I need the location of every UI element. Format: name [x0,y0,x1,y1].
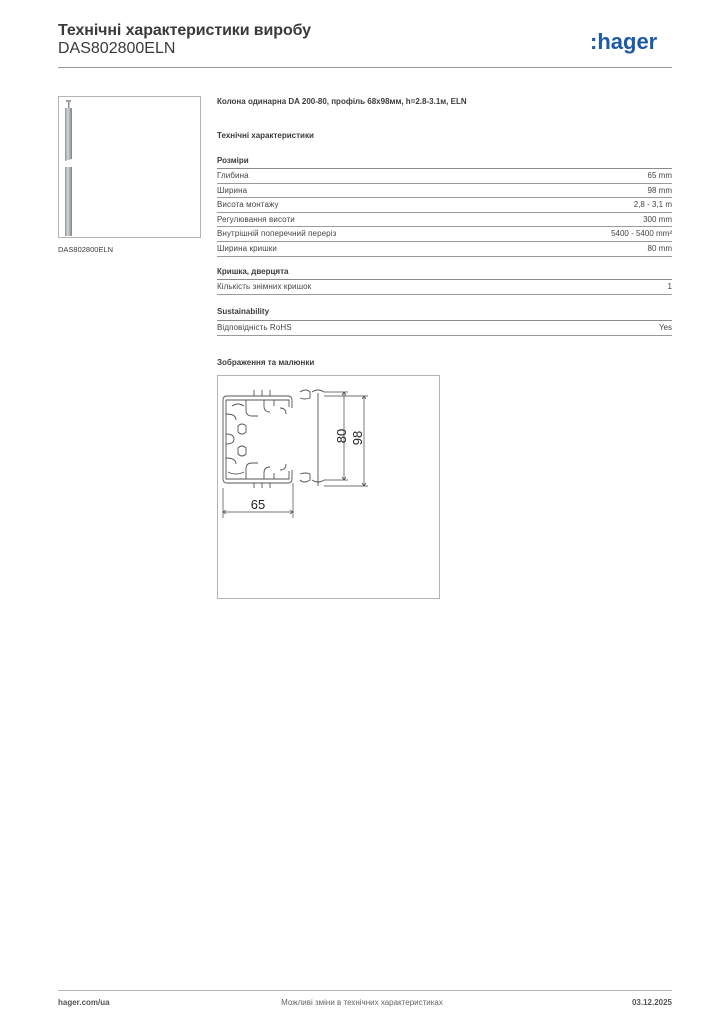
header-divider [58,67,672,68]
spec-label: Регулювання висоти [217,214,295,224]
spec-value: 300 mm [643,214,672,224]
section-title-cover: Кришка, дверцята [217,267,289,276]
section-title-dimensions: Розміри [217,156,249,165]
spec-row [217,198,672,213]
spec-row [217,321,672,336]
spec-table-dimensions [217,168,672,257]
tech-specs-heading: Технічні характеристики [217,131,314,140]
logo-text: :hager [590,29,658,54]
spec-value: Yes [658,323,672,332]
spec-label: Внутрішній поперечний переріз [217,229,337,239]
spec-label: Глибина [217,171,249,180]
hager-logo [590,28,672,56]
technical-drawing [217,375,440,599]
product-image-caption: DAS802800ELN [58,245,114,254]
spec-value: 65 mm [647,171,672,180]
spec-value: 5400 - 5400 mm² [611,229,672,239]
spec-label: Ширина кришки [217,243,277,253]
spec-value: 2,8 - 3,1 m [633,200,672,210]
profile-cross-section [218,376,441,600]
spec-label: Висота монтажу [217,200,279,210]
dimension-inner-label: 80 [334,428,349,444]
spec-row [217,213,672,228]
spec-label: Ширина [217,185,248,195]
spec-label: Кількість знімних кришок [217,282,312,291]
dimension-width-label: 65 [250,497,266,512]
product-code: DAS802800ELN [58,40,176,57]
spec-label: Відповідність RoHS [217,323,292,332]
footer-disclaimer: Можливі зміни в технічних характеристиках [281,998,443,1007]
spec-row [217,184,672,199]
spec-value: 80 mm [647,243,672,253]
footer-website-link[interactable]: hager.com/ua [58,998,110,1007]
footer-divider [58,990,672,991]
footer-date: 03.12.2025 [631,998,672,1007]
section-title-sustainability: Sustainability [217,307,270,316]
images-heading: Зображення та малюнки [217,358,315,367]
spec-value: 1 [667,282,672,291]
spec-value: 98 mm [647,185,672,195]
spec-table-cover [217,279,672,295]
page-title: Технічні характеристики виробу [58,22,311,39]
spec-row [217,242,672,257]
spec-row [217,169,672,184]
dimension-outer-label: 98 [350,430,365,446]
spec-row [217,227,672,242]
spec-row [217,280,672,295]
product-image [58,96,201,238]
spec-table-sustainability [217,320,672,336]
column-illustration [59,97,202,239]
product-name: Колона одинарна DA 200-80, профіль 68x98мм, h=2.8-3.1м, ELN [217,97,467,106]
